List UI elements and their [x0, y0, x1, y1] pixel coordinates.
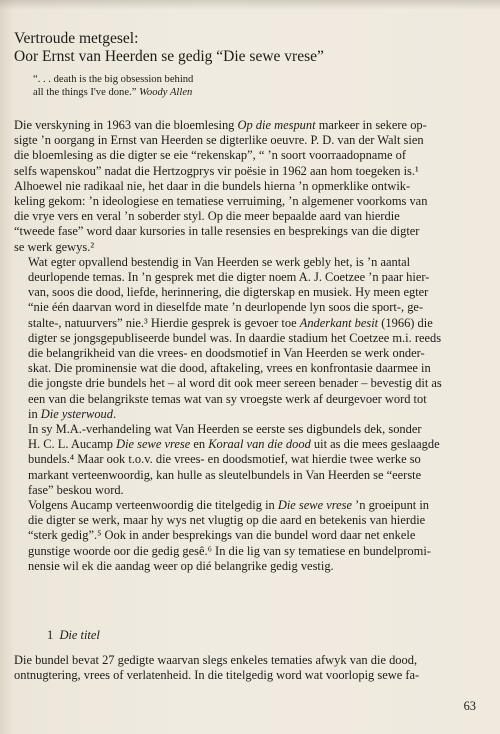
page-top-shadow — [0, 0, 500, 10]
text-line: digter se jongsgepubliseerde bundel was. In daardie stadium het Coetzee m.i. reeds — [28, 330, 442, 345]
text-line: se werk gewys.² — [14, 239, 95, 254]
closing-line-1: Die bundel bevat 27 gedigte waarvan slegs enkeles tematies afwyk van die dood, — [14, 653, 418, 667]
text-line: die bloemlesing as die digter se eie “rekenskap”, “ ’n soort voorraadopname of — [14, 148, 406, 163]
text-line: In sy M.A.-verhandeling wat Van Heerden se eerste ses digbundels dek, sonder — [28, 422, 422, 437]
section-number: 1 — [47, 628, 54, 642]
text-line: deurlopende temas. In ’n gesprek met die digter noem A. J. Coetzee ’n paar hier- — [28, 270, 430, 285]
epigraph-author: Woody Allen — [139, 86, 193, 98]
page-number: 63 — [463, 699, 476, 713]
text-line: H. C. L. Aucamp Die sewe vrese en Koraal van die dood uit as die mees geslaagde — [28, 437, 440, 452]
paragraph — [14, 498, 484, 574]
text-line: “tweede fase” word daar kursories in talle resensies en besprekings van die digter — [14, 224, 420, 239]
text-line: stalte-, natuurvers” nie.³ Hierdie gesprek is gevoer toe Anderkant besit (1966) die — [28, 315, 433, 330]
title-line-1: Vertroude metgesel: — [14, 30, 139, 47]
paragraph — [14, 422, 484, 498]
text-line: nensie wil ek die aandag weer op dié belangrike gedig vestig. — [28, 558, 334, 573]
text-line: die belangrikheid van die vrees- en doodsmotief in Van Heerden se werk onder- — [28, 346, 425, 361]
text-line: skat. Die prominensie wat die dood, aftakeling, vrees en konfrontasie daarmee in — [28, 361, 431, 376]
text-line: Volgens Aucamp verteenwoordig die titelgedig in Die sewe vrese ’n groeipunt in — [28, 498, 430, 513]
title-line-2: Oor Ernst van Heerden se gedig “Die sewe vrese” — [14, 48, 324, 65]
body-text — [14, 118, 484, 574]
text-line: fase” beskou word. — [28, 482, 124, 497]
text-line: markant verteenwoordig, kan hulle as sleutelbundels in Van Heerden se “eerste — [28, 467, 422, 482]
text-line: “sterk gedig”.⁵ Ook in ander besprekings van die bundel word daar net enkele — [28, 528, 416, 543]
text-line: Alhoewel nie radikaal nie, het daar in die bundels hierna ’n opmerklike ontwik- — [14, 178, 411, 193]
section-heading — [47, 628, 100, 643]
text-line: in Die ysterwoud. — [28, 406, 117, 421]
closing-line-2: ontnugtering, vrees of verlatenheid. In die titelgedig word wat voorlopig sewe fa- — [14, 668, 420, 683]
text-line: Wat egter opvallend bestendig in Van Heerden se werk gebly het, is ’n aantal — [28, 254, 411, 269]
paragraph — [14, 255, 484, 422]
epigraph-line-2 — [33, 87, 473, 100]
text-line: “nie één daarvan word in dieselfde mate ’n deurlopende lyn soos die sport-, ge- — [28, 300, 424, 315]
section-label: Die titel — [59, 628, 100, 642]
epigraph-quote-end: all the things I've done.” — [33, 86, 137, 98]
text-line: die jongste drie bundels het – al word dit ook meer sereen benader – bevestig dit as — [28, 376, 442, 391]
text-line: selfs wapenskou” nadat die Hertzogprys vir poësie in 1962 aan hom toegeken is.¹ — [14, 163, 419, 178]
text-line: die digter se werk, maar hy wys net vlugtig op die aard en betekenis van hierdie — [28, 513, 426, 528]
text-line: bundels.⁴ Maar ook t.o.v. die vrees- en doodsmotief, wat hierdie twee werke so — [28, 452, 421, 467]
text-line: keling gekom: ’n ideologiese en tematiese verruiming, ’n algemener voorkoms van — [14, 194, 428, 209]
text-line: van, soos die dood, liefde, herinnering, die digterskap en musiek. Hy meen egter — [28, 285, 429, 300]
epigraph — [33, 74, 473, 99]
article-title — [14, 30, 484, 66]
text-line: sigte ’n oorgang in Ernst van Heerden se digterlike oeuvre. P. D. van der Walt sien — [14, 133, 424, 148]
epigraph-line-1: “. . . death is the big obsession behind — [33, 74, 194, 85]
text-line: die vrye vers en veral ’n soberder styl. Op die meer bepaalde aard van hierdie — [14, 209, 400, 224]
text-line: Die verskyning in 1963 van die bloemlesing Op die mespunt markeer in sekere op- — [14, 118, 427, 132]
closing-paragraph — [14, 653, 484, 683]
paragraph — [14, 118, 484, 255]
text-line: gunstige woorde oor die gedig gesê.⁶ In die lig van sy tematiese en bundelpromi- — [28, 543, 431, 558]
text-line: een van die belangrikste temas wat van sy vroegste werk af deurgevoer word tot — [28, 391, 427, 406]
